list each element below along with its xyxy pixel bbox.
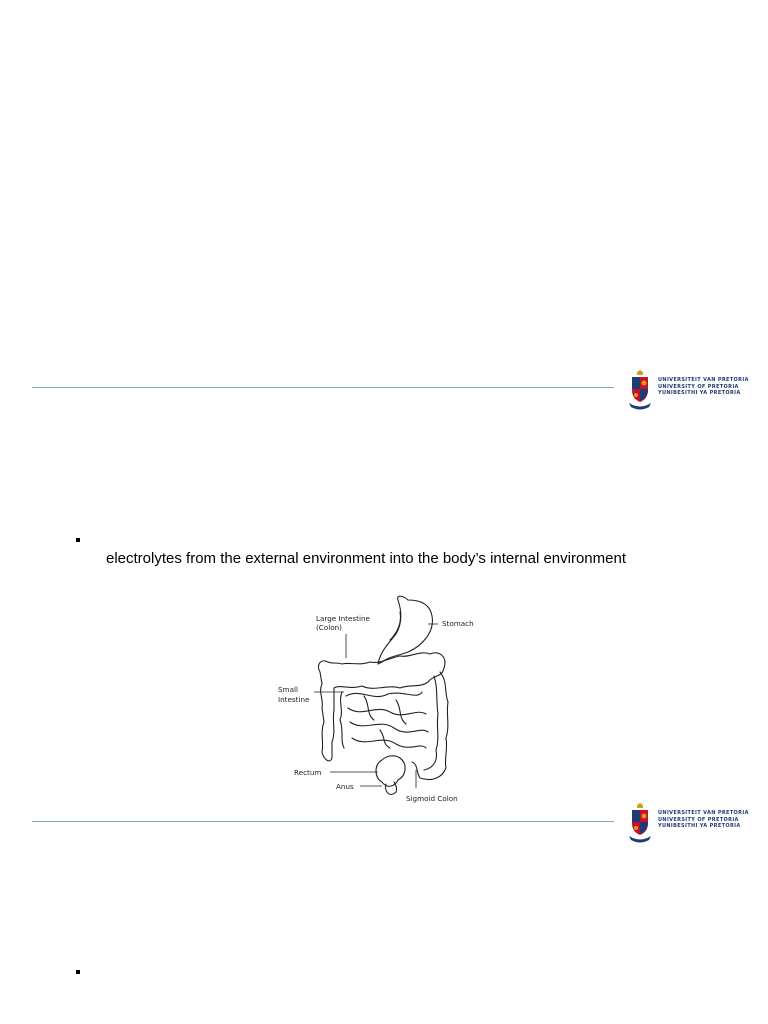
university-name [658,377,749,397]
label-anus: Anus [336,782,354,791]
university-name [658,810,749,830]
slide2-body-text: electrolytes from the external environment into the body’s internal environment [106,550,626,567]
university-crest-icon [628,803,652,843]
label-small: Small [278,685,298,694]
label-stomach: Stomach [442,619,474,628]
university-name-sepedi: YUNIBESITHI YA PRETORIA [658,823,741,829]
university-crest-icon [628,370,652,410]
university-logo [628,803,749,843]
label-sigmoid-colon: Sigmoid Colon [406,794,458,803]
small-intestine-shape [346,692,428,748]
slide2-divider [32,821,614,822]
university-name-afrikaans: UNIVERSITEIT VAN PRETORIA [658,810,749,816]
university-name-sepedi: YUNIBESITHI YA PRETORIA [658,390,741,396]
university-name-afrikaans: UNIVERSITEIT VAN PRETORIA [658,377,749,383]
university-logo [628,370,749,410]
slide1-divider [32,387,614,388]
stomach-shape [378,596,432,664]
slide2-bullet [76,538,80,542]
label-colon: (Colon) [316,623,342,632]
university-name-english: UNIVERSITY OF PRETORIA [658,816,739,823]
label-large-intestine: Large Intestine [316,614,370,623]
slide3-bullet [76,970,80,974]
colon-shape [318,653,444,761]
digestive-system-diagram [270,592,510,810]
rectum-shape [376,756,405,786]
label-intestine: Intestine [278,695,310,704]
label-rectum: Rectum [294,768,322,777]
university-name-english: UNIVERSITY OF PRETORIA [658,383,739,390]
